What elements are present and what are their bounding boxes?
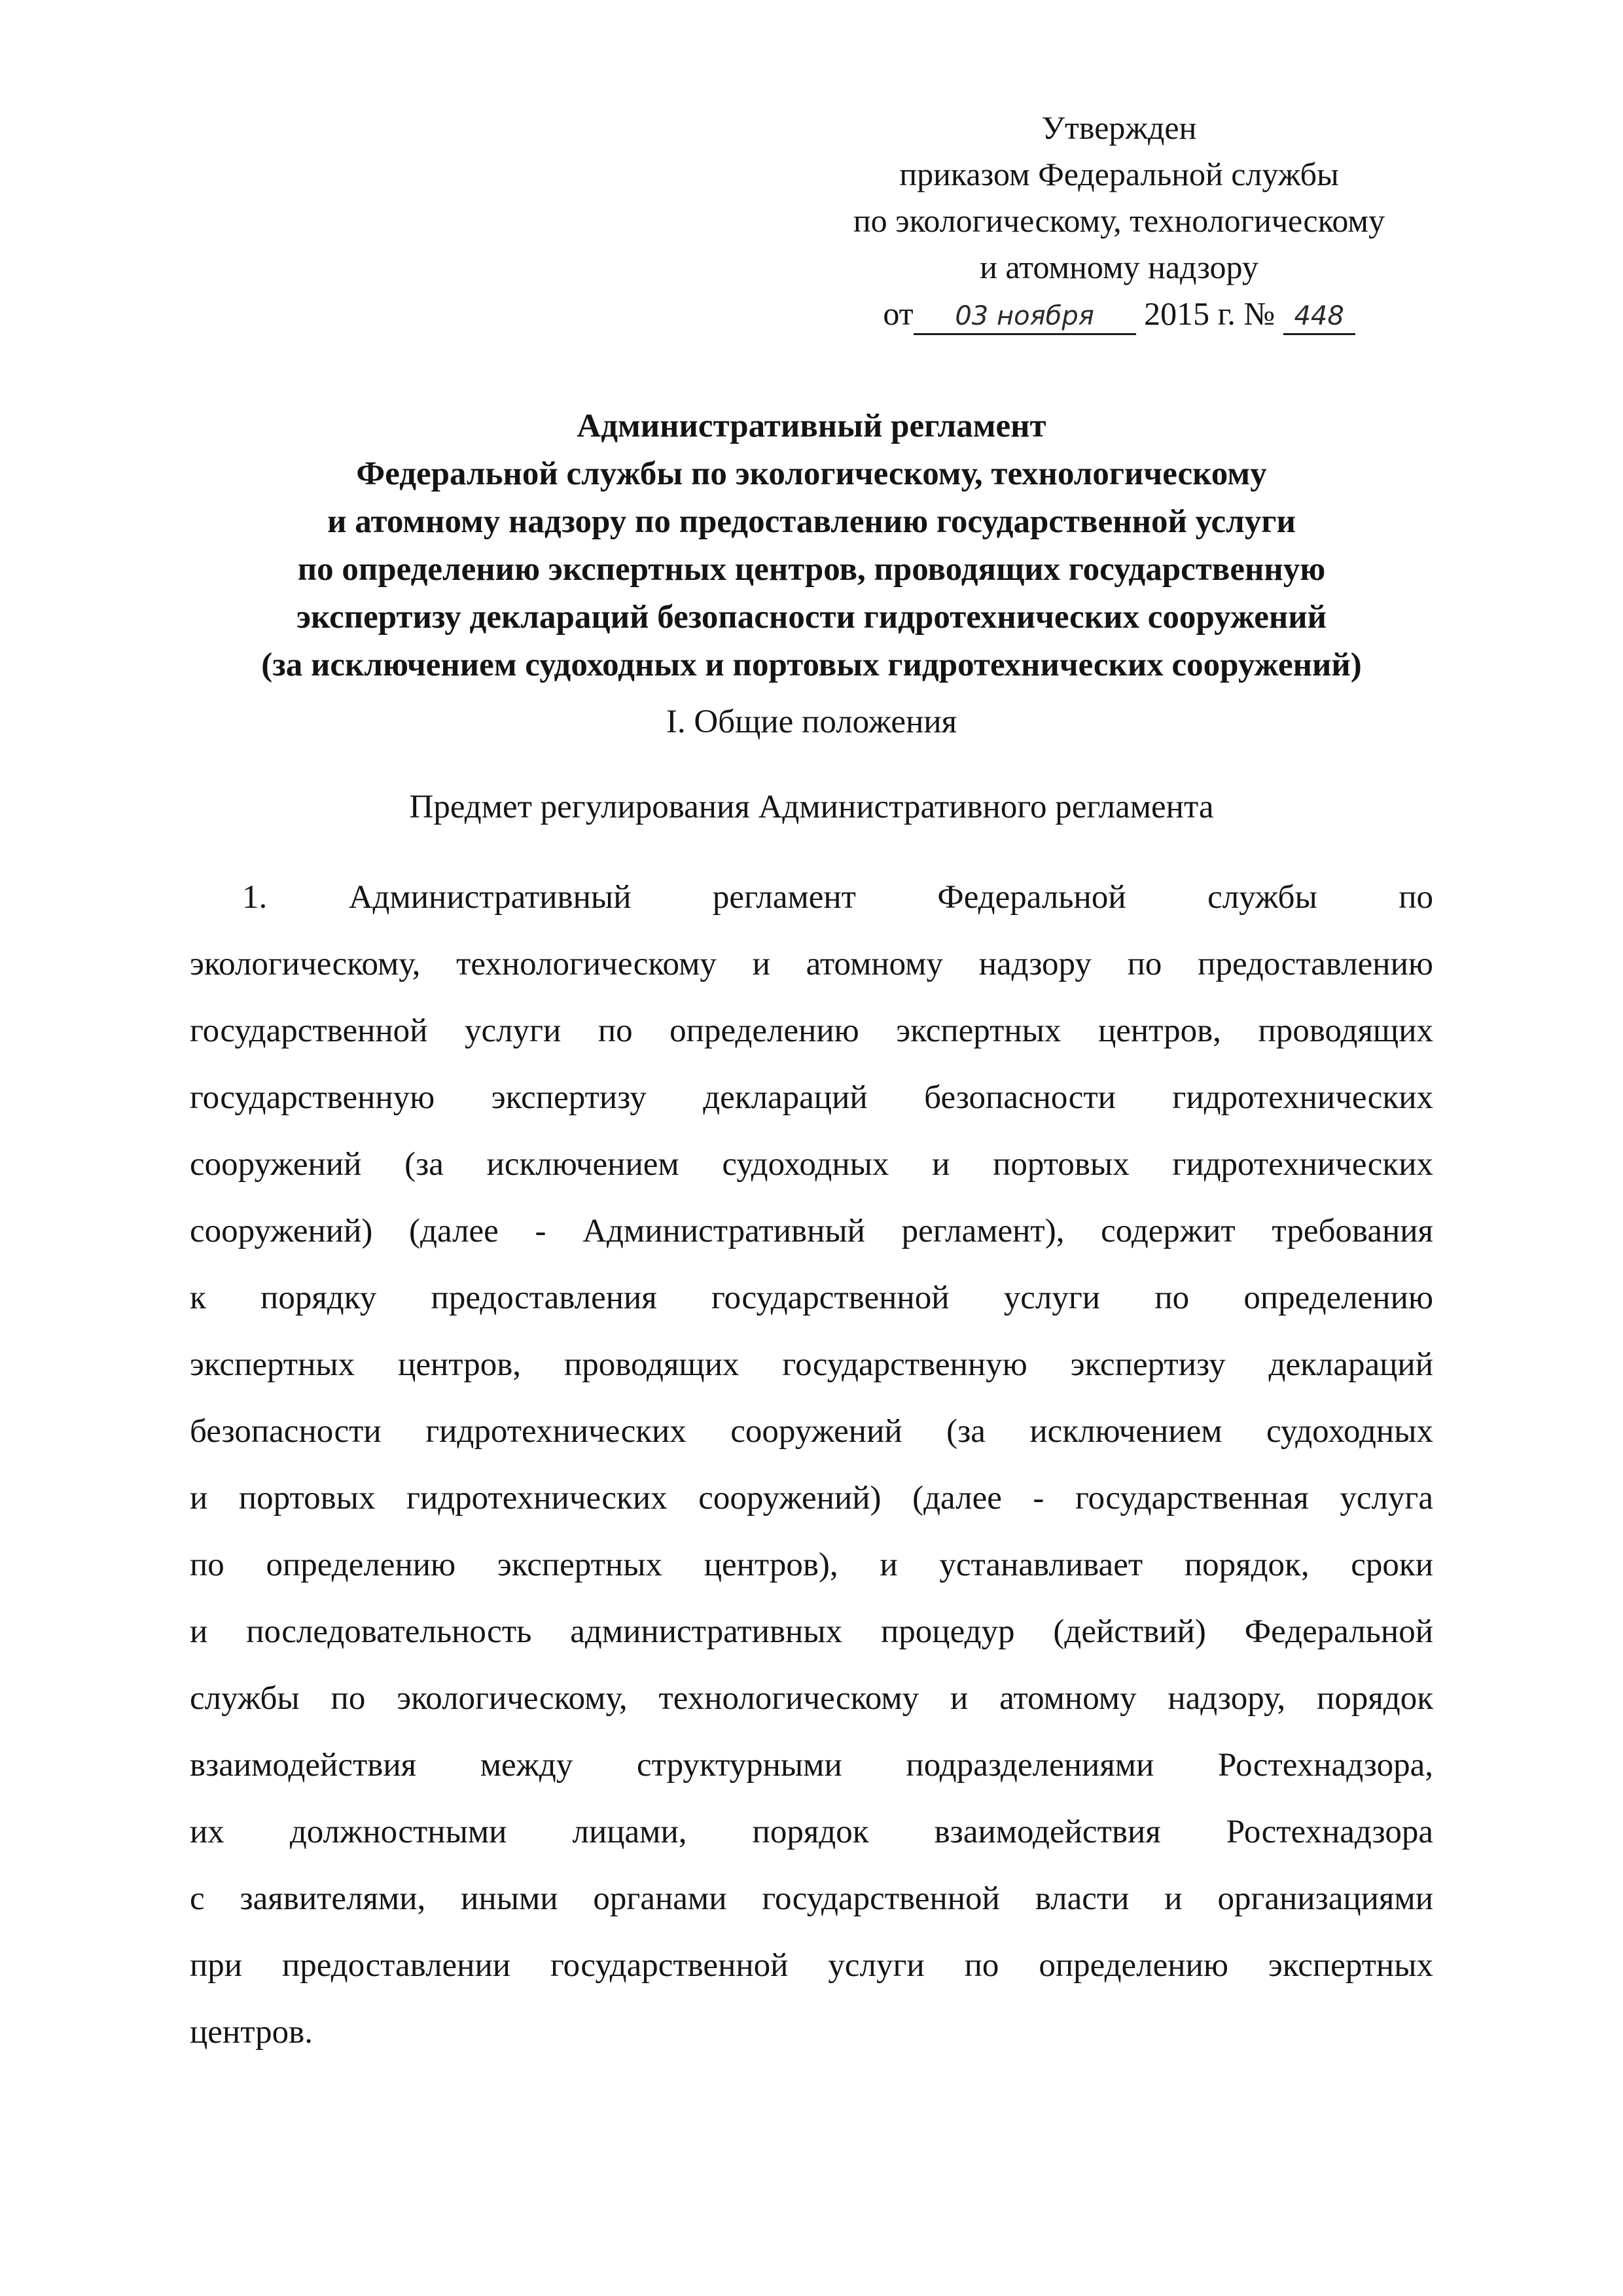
approval-line: и атомному надзору bbox=[980, 249, 1258, 285]
order-year: 2015 г. № bbox=[1144, 295, 1275, 332]
paragraph-line: 1. Административный регламент Федеральной службы по bbox=[242, 879, 1433, 916]
approval-line: приказом Федеральной службы bbox=[899, 156, 1339, 192]
paragraph-line: по определению экспертных центров), и устанавливает порядок, сроки bbox=[190, 1547, 1433, 1583]
paragraph-line: взаимодействия между структурными подразделениями Ростехнадзора, bbox=[190, 1747, 1433, 1784]
approval-line: Утвержден bbox=[1041, 109, 1197, 146]
paragraph-line: государственную экспертизу деклараций безопасности гидротехнических bbox=[190, 1079, 1433, 1116]
title-line: Административный регламент bbox=[577, 408, 1046, 444]
section-heading: I. Общие положения bbox=[666, 704, 957, 740]
title-line: экспертизу деклараций безопасности гидротехнических сооружений bbox=[296, 599, 1327, 636]
paragraph-line: сооружений (за исключением судоходных и портовых гидротехнических bbox=[190, 1146, 1433, 1183]
paragraph-line: сооружений) (далее - Административный регламент), содержит требования bbox=[190, 1213, 1433, 1249]
subsection-heading: Предмет регулирования Административного регламента bbox=[409, 789, 1214, 825]
title-line: (за исключением судоходных и портовых гидротехнических сооружений) bbox=[261, 647, 1362, 683]
paragraph-line: и последовательность административных процедур (действий) Федеральной bbox=[190, 1613, 1433, 1650]
paragraph-line: при предоставлении государственной услуги по определению экспертных bbox=[190, 1947, 1433, 1984]
paragraph-line: центров. bbox=[190, 2014, 313, 2051]
paragraph-line: и портовых гидротехнических сооружений) (далее - государственная услуга bbox=[190, 1480, 1433, 1516]
approval-block bbox=[805, 105, 1433, 337]
title-line: по определению экспертных центров, проводящих государственную bbox=[297, 551, 1326, 588]
paragraph-line: с заявителями, иными органами государственной власти и организациями bbox=[190, 1880, 1433, 1917]
paragraph-line: службы по экологическому, технологическому и атомному надзору, порядок bbox=[190, 1680, 1433, 1717]
paragraph-1 bbox=[190, 864, 1433, 2066]
paragraph-line: безопасности гидротехнических сооружений (за исключением судоходных bbox=[190, 1413, 1433, 1450]
handwritten-date: 03 ноября bbox=[914, 299, 1136, 335]
title-line: Федеральной службы по экологическому, технологическому bbox=[356, 456, 1267, 492]
order-line bbox=[805, 291, 1433, 337]
order-prefix: от bbox=[883, 295, 914, 332]
paragraph-line: их должностными лицами, порядок взаимодействия Ростехнадзора bbox=[190, 1814, 1433, 1850]
title-line: и атомному надзору по предоставлению государственной услуги bbox=[327, 503, 1296, 540]
paragraph-line: государственной услуги по определению экспертных центров, проводящих bbox=[190, 1013, 1433, 1049]
paragraph-line: экологическому, технологическому и атомному надзору по предоставлению bbox=[190, 946, 1433, 982]
paragraph-line: к порядку предоставления государственной услуги по определению bbox=[190, 1280, 1433, 1316]
paragraph-line: экспертных центров, проводящих государственную экспертизу деклараций bbox=[190, 1346, 1433, 1383]
approval-line: по экологическому, технологическому bbox=[853, 202, 1385, 239]
handwritten-order-number: 448 bbox=[1283, 299, 1355, 335]
document-title bbox=[157, 403, 1466, 689]
